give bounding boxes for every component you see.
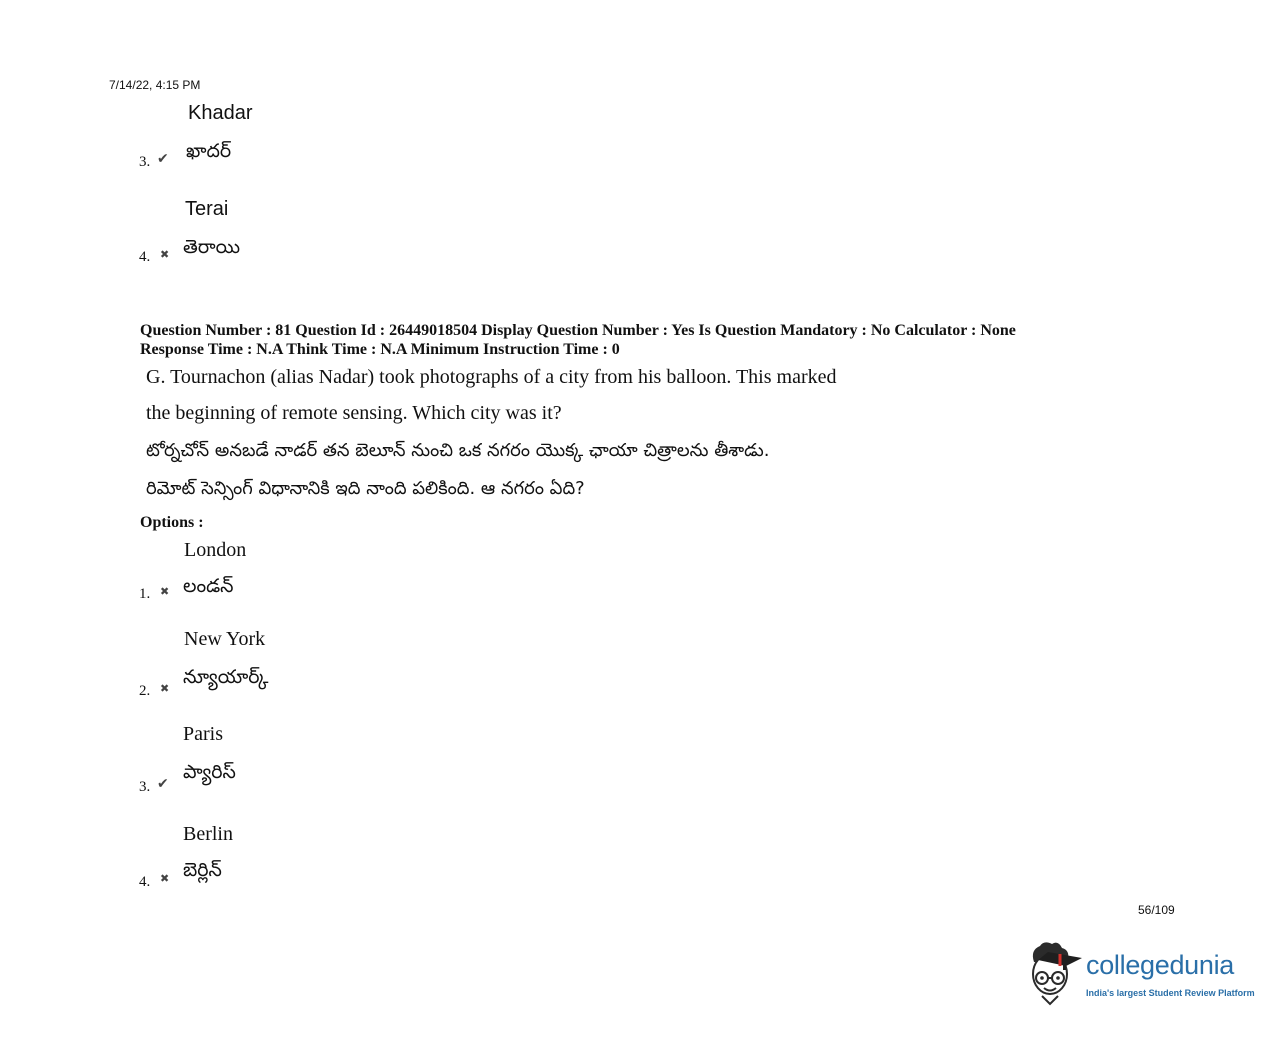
option-3-number: 3.: [139, 779, 151, 795]
option-4-telugu: బెర్లిన్: [183, 859, 222, 881]
collegedunia-logo: [1024, 938, 1264, 1010]
print-timestamp: 7/14/22, 4:15 PM: [109, 78, 201, 92]
option-4-number: 4.: [139, 874, 151, 890]
cross-icon: ✖: [160, 248, 170, 261]
option-2-number: 2.: [139, 683, 151, 699]
prev-option-3-english: Khadar: [188, 102, 253, 124]
option-3-telugu: ప్యారిస్: [183, 761, 236, 783]
question-meta-line-2: Response Time : N.A Think Time : N.A Minimum Instruction Time : 0: [140, 341, 620, 358]
prev-option-3-telugu: ఖాదర్: [186, 140, 232, 162]
question-english-line-1: G. Tournachon (alias Nadar) took photographs of a city from his balloon. This marked: [146, 366, 837, 388]
logo-tagline: India's largest Student Review Platform: [1086, 988, 1255, 998]
mascot-icon: [1024, 938, 1086, 1008]
cross-icon: ✖: [160, 585, 170, 598]
option-2-english: New York: [184, 628, 266, 650]
question-meta-line-1: Question Number : 81 Question Id : 26449018504 Display Question Number : Yes Is Question Mandatory : No Calculator : None: [140, 322, 1016, 339]
option-4-english: Berlin: [183, 823, 233, 845]
check-icon: ✔: [157, 776, 169, 792]
prev-option-4-telugu: తెరాయి: [183, 236, 241, 258]
question-telugu-line-2: రిమోట్ సెన్సింగ్ విధానానికి ఇది నాంది పలికింది. ఆ నగరం ఏది?: [146, 478, 585, 499]
option-2-telugu: న్యూయార్క్: [183, 666, 269, 688]
page-number: 56/109: [1138, 903, 1175, 917]
prev-option-4-english: Terai: [185, 198, 229, 220]
prev-option-4-number: 4.: [139, 249, 151, 265]
options-label: Options :: [140, 514, 204, 531]
cross-icon: ✖: [160, 872, 170, 885]
option-1-number: 1.: [139, 586, 151, 602]
option-1-english: London: [184, 539, 247, 561]
option-1-telugu: లండన్: [183, 575, 234, 597]
question-english-line-2: the beginning of remote sensing. Which city was it?: [146, 402, 562, 424]
question-telugu-line-1: టోర్నచోన్ అనబడే నాడర్ తన బెలూన్ నుంచి ఒక నగరం యొక్క ఛాయా చిత్రాలను తీశాడు.: [146, 440, 770, 461]
prev-option-3-number: 3.: [139, 154, 151, 170]
logo-brand-text: collegedunia: [1086, 950, 1235, 980]
cross-icon: ✖: [160, 682, 170, 695]
option-3-english: Paris: [183, 723, 223, 745]
check-icon: ✔: [157, 151, 169, 167]
